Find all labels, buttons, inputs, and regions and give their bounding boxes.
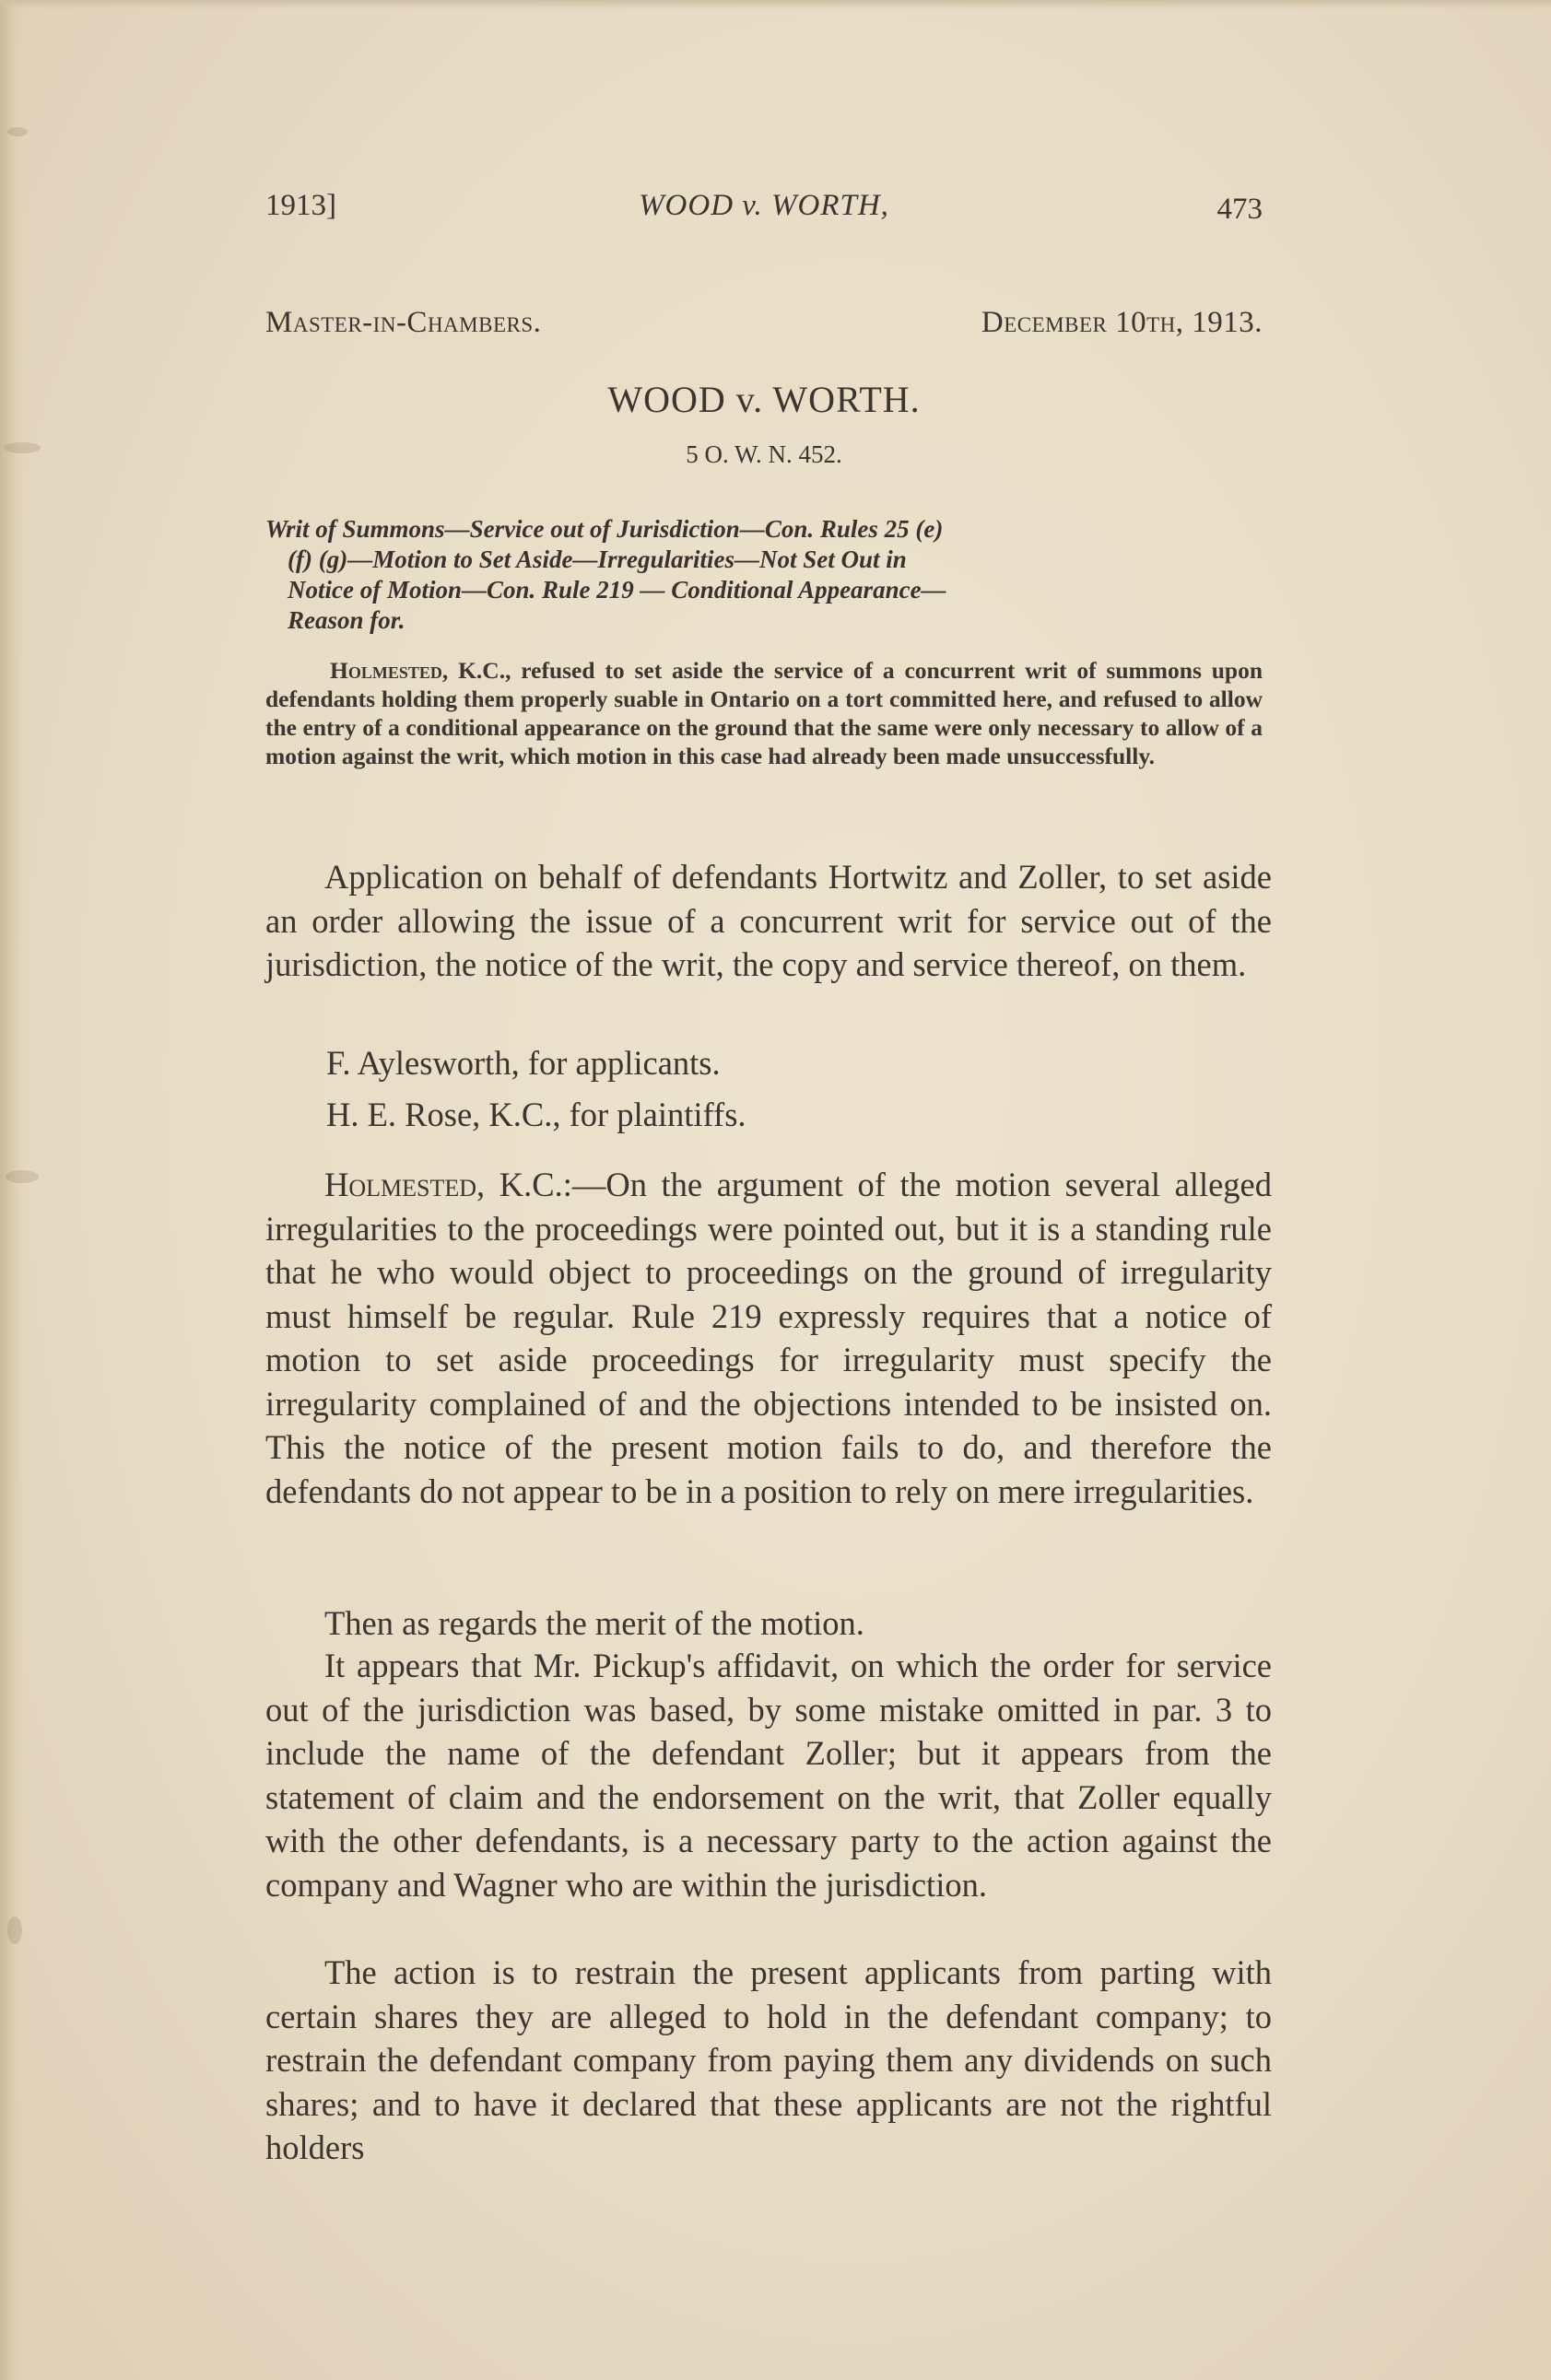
headnote-line: Reason for.: [288, 606, 405, 634]
merit-paragraph: [265, 1601, 1272, 1646]
running-head-year: 1913]: [265, 189, 336, 222]
counsel-plaintiffs: H. E. Rose, K.C., for plaintiffs.: [326, 1096, 746, 1133]
page-binding-edge: [0, 0, 24, 2380]
running-head: [265, 189, 1263, 235]
binding-smudge: [7, 1917, 22, 1944]
application-paragraph: [265, 855, 1272, 987]
paragraph-text: Then as regards the merit of the motion.: [324, 1604, 864, 1642]
page-number: 473: [1216, 193, 1263, 226]
judgment-opening: [265, 1163, 1272, 1513]
paragraph-text: [265, 1163, 1272, 1513]
binding-smudge: [6, 1170, 39, 1183]
affidavit-paragraph: [265, 1644, 1272, 1906]
headnote-line: (f) (g)—Motion to Set Aside—Irregularities—Not Set Out in: [288, 545, 907, 573]
headnote-line: Writ of Summons—Service out of Jurisdiction—Con. Rules 25 (e): [265, 515, 944, 543]
binding-smudge: [7, 127, 28, 136]
action-paragraph: [265, 1951, 1272, 2170]
judgment-opening-text: , K.C.:—On the argument of the motion several alleged irregularities to the proceedings were pointed out, but it is a standing rule that he who would object to proceedings on the ground of irregularity must himself be regular. Rule 219 expressly requires that a notice of motion to set aside proceedings for irregularity must specify the irregularity complained of and the objections intended to be insisted on. This the notice of the present motion fails to do, and therefore the defendants do not appear to be in a position to rely on mere irregularities.: [265, 1166, 1272, 1510]
headnote: [265, 514, 1263, 636]
counsel-applicants: F. Aylesworth, for applicants.: [326, 1044, 721, 1082]
binding-smudge: [4, 442, 41, 453]
case-citation: 5 O. W. N. 452.: [686, 440, 842, 468]
page-top-edge: [0, 0, 1551, 9]
paragraph-text: The action is to restrain the present applicants from parting with certain shares they are alleged to hold in the defendant company; to restrain the defendant company from paying them any dividends on such shares; and to have it declared that these applicants are not the rightful holders: [265, 1953, 1272, 2166]
decision-date: December 10th, 1913.: [981, 306, 1263, 339]
paragraph-text: It appears that Mr. Pickup's affidavit, on which the order for service out of the jurisdiction was based, by some mistake omitted in par. 3 to include the name of the defendant Zoller; but it appears from the statement of claim and the endorsement on the writ, that Zoller equally with the other defendants, is a necessary party to the action against the company and Wagner who are within the jurisdiction.: [265, 1647, 1272, 1904]
case-title: WOOD v. WORTH.: [607, 379, 921, 420]
case-summary: [265, 656, 1263, 770]
court-name: Master-in-Chambers.: [265, 306, 542, 339]
judgment-judge: Holmested: [324, 1166, 477, 1203]
summary-judge: Holmested: [330, 657, 442, 684]
headnote-line: Notice of Motion—Con. Rule 219 — Conditional Appearance—: [288, 576, 946, 604]
paragraph-text: Application on behalf of defendants Hortwitz and Zoller, to set aside an order allowing the issue of a concurrent writ for service out of the jurisdiction, the notice of the writ, the copy and service thereof, on them.: [265, 858, 1272, 983]
running-head-case: WOOD v. WORTH,: [639, 189, 889, 222]
summary-text: , K.C., refused to set aside the service of a concurrent writ of summons upon defendants holding them properly suable in Ontario on a tort committed here, and refused to allow the entry of a conditional appearance on the ground that the same were only necessary to allow of a motion against the writ, which motion in this case had already been made unsuccessfully.: [265, 657, 1263, 769]
